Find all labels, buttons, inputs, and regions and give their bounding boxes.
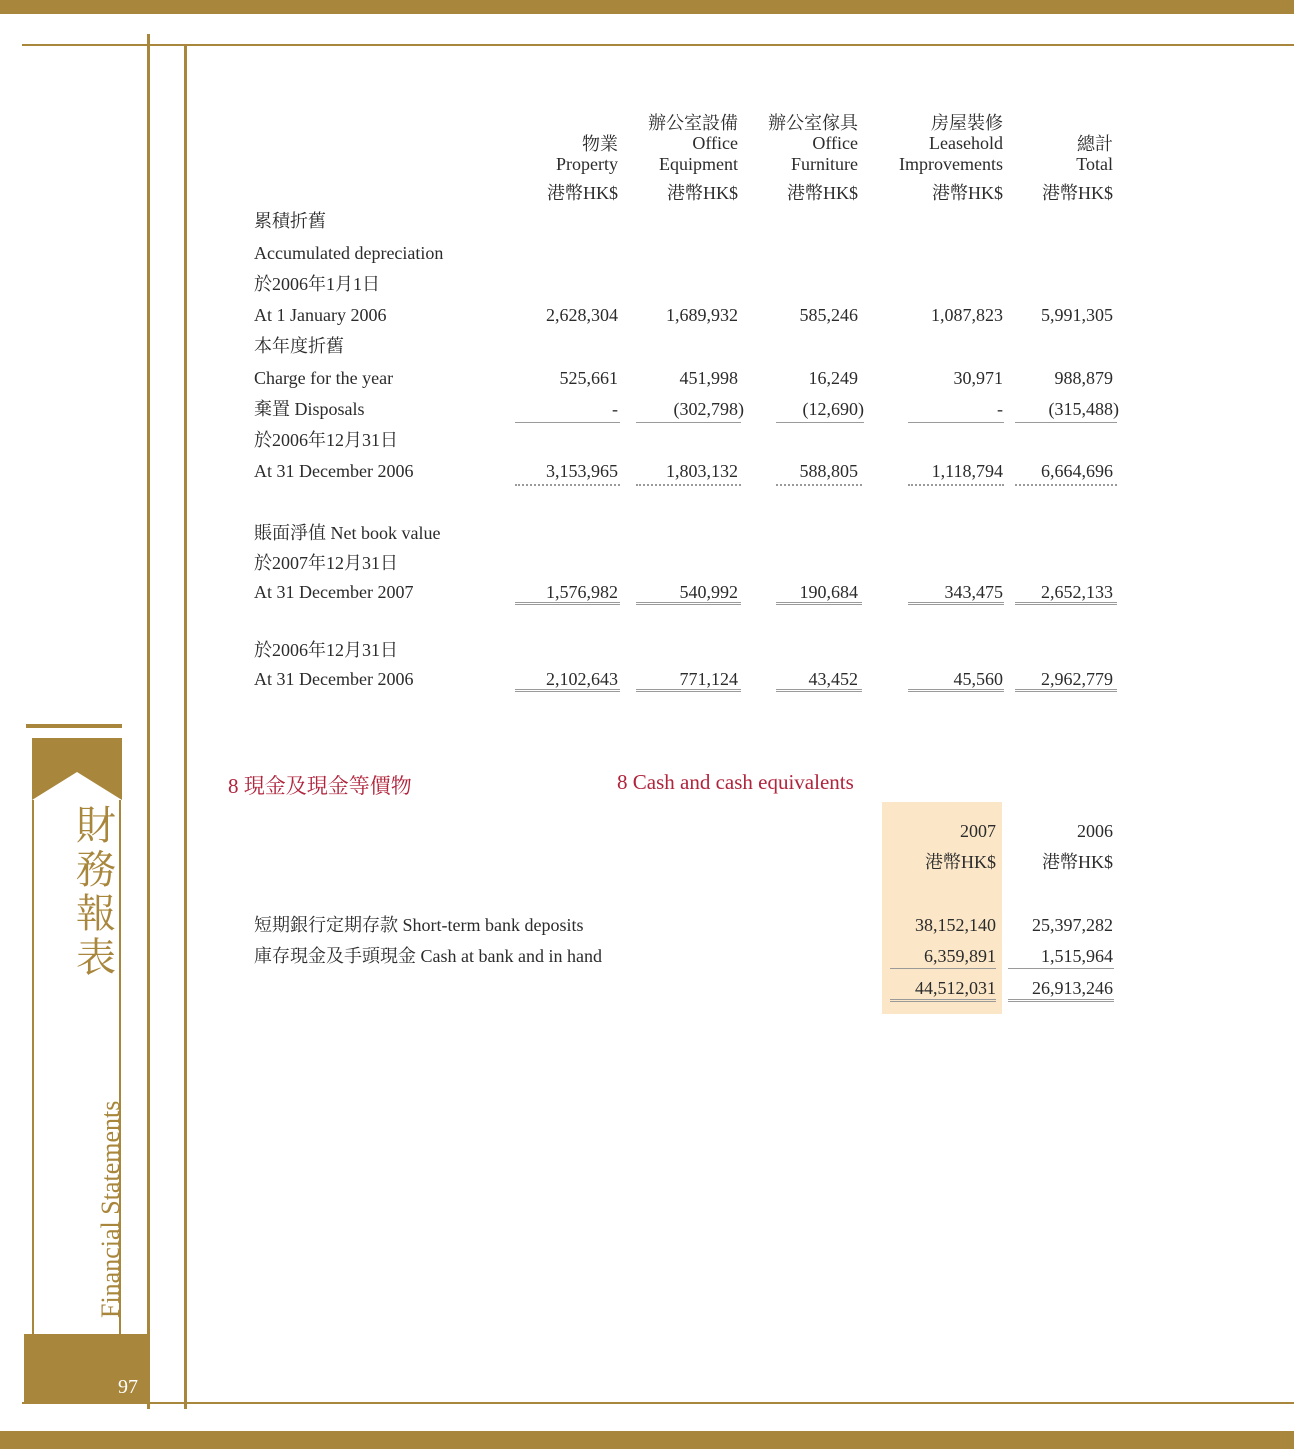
total-rule [890, 999, 996, 1002]
tab-top-edge [26, 724, 122, 728]
cell: 1,689,932 [666, 305, 738, 325]
cell: 6,359,891 [924, 946, 996, 966]
col-header-en2: Improvements [899, 154, 1003, 174]
col-header-en2: Equipment [659, 154, 738, 174]
col-header-unit: 港幣HK$ [787, 183, 858, 203]
cell: 988,879 [1054, 368, 1113, 388]
cell: 1,803,132 [666, 461, 738, 481]
row-label: 賬面淨值 Net book value [254, 523, 441, 543]
tab-chevron [32, 738, 122, 800]
col-header-en: Office [812, 133, 858, 153]
total-rule [776, 602, 862, 605]
total-rule [1015, 689, 1117, 692]
col-header-unit: 港幣HK$ [1042, 183, 1113, 203]
col-header-en: Total [1076, 154, 1113, 174]
cell: 588,805 [799, 461, 858, 481]
sidebar-rule-outer [147, 34, 150, 1409]
cell: 2,652,133 [1041, 582, 1113, 602]
cell: 771,124 [679, 669, 738, 689]
cell: 6,664,696 [1041, 461, 1113, 481]
unit-header: 港幣HK$ [925, 852, 996, 872]
total-rule [908, 484, 1004, 486]
total-cell: 26,913,246 [1032, 978, 1113, 998]
col-header-unit: 港幣HK$ [667, 183, 738, 203]
sidebar-rule-inner [184, 44, 187, 1409]
total-rule [515, 484, 620, 486]
cell: 343,475 [944, 582, 1003, 602]
subtotal-rule [776, 422, 864, 423]
subtotal-rule [1008, 968, 1114, 969]
col-header-en: Office [692, 133, 738, 153]
year-header: 2006 [1077, 821, 1113, 841]
cell: 1,087,823 [931, 305, 1003, 325]
col-header-unit: 港幣HK$ [547, 183, 618, 203]
cell: 190,684 [799, 582, 858, 602]
cell: - [997, 399, 1003, 419]
cell: 30,971 [953, 368, 1003, 388]
cell: 43,452 [808, 669, 858, 689]
row-label: Charge for the year [254, 368, 394, 388]
cell: (12,690) [802, 399, 864, 419]
col-header-en2: Furniture [791, 154, 858, 174]
cell: 525,661 [559, 368, 618, 388]
total-rule [1015, 602, 1117, 605]
page-number: 97 [118, 1376, 138, 1398]
row-label: 於2006年1月1日 [254, 274, 380, 294]
row-label: 於2007年12月31日 [254, 553, 398, 573]
bottom-rule [22, 1402, 1294, 1404]
total-cell: 44,512,031 [915, 978, 996, 998]
row-label: 本年度折舊 [254, 336, 344, 356]
cell: 2,628,304 [546, 305, 618, 325]
cell: 585,246 [799, 305, 858, 325]
cell: 16,249 [808, 368, 858, 388]
cell: 1,576,982 [546, 582, 618, 602]
cell: 25,397,282 [1032, 915, 1113, 935]
row-label: 庫存現金及手頭現金 Cash at bank and in hand [254, 946, 602, 966]
subtotal-rule [890, 968, 996, 969]
subtotal-rule [908, 422, 1004, 423]
year-header: 2007 [960, 821, 996, 841]
cell: 3,153,965 [546, 461, 618, 481]
subtotal-rule [636, 422, 741, 423]
cell: 1,118,794 [931, 461, 1003, 481]
total-rule [908, 689, 1004, 692]
col-header-zh: 總計 [1077, 134, 1113, 154]
col-header-unit: 港幣HK$ [932, 183, 1003, 203]
cell: 540,992 [679, 582, 738, 602]
cell: (315,488) [1048, 399, 1119, 419]
cell: 2,102,643 [546, 669, 618, 689]
col-header-zh: 物業 [582, 134, 618, 154]
row-label: At 1 January 2006 [254, 305, 387, 325]
col-header-zh: 辦公室傢具 [768, 113, 858, 133]
total-rule [515, 602, 620, 605]
col-header-zh: 辦公室設備 [648, 113, 738, 133]
row-label: 於2006年12月31日 [254, 430, 398, 450]
cell: 1,515,964 [1041, 946, 1113, 966]
subtotal-rule [1015, 422, 1117, 423]
cell: - [612, 399, 618, 419]
cell: (302,798) [673, 399, 744, 419]
cell: 5,991,305 [1041, 305, 1113, 325]
row-label: At 31 December 2006 [254, 461, 414, 481]
tab-left-edge [32, 800, 34, 1335]
cell: 38,152,140 [915, 915, 996, 935]
bottom-border [0, 1431, 1294, 1449]
row-label: 於2006年12月31日 [254, 640, 398, 660]
section-title-zh: 8 現金及現金等價物 [228, 774, 412, 798]
row-label: At 31 December 2006 [254, 669, 414, 689]
total-rule [636, 484, 741, 486]
total-rule [776, 484, 862, 486]
cell: 2,962,779 [1041, 669, 1113, 689]
col-header-zh: 房屋裝修 [931, 113, 1003, 133]
top-border [0, 0, 1294, 14]
total-rule [515, 689, 620, 692]
total-rule [636, 689, 741, 692]
row-label: 短期銀行定期存款 Short-term bank deposits [254, 915, 584, 935]
row-label: 棄置 Disposals [254, 399, 365, 419]
unit-header: 港幣HK$ [1042, 852, 1113, 872]
section-title-en: 8 Cash and cash equivalents [617, 770, 854, 794]
row-label: Accumulated depreciation [254, 243, 444, 263]
row-label: 累積折舊 [254, 211, 326, 231]
total-rule [1008, 999, 1114, 1002]
total-rule [776, 689, 862, 692]
cell: 451,998 [679, 368, 738, 388]
row-label: At 31 December 2007 [254, 582, 414, 602]
total-rule [1015, 484, 1117, 486]
col-header-en: Leasehold [929, 133, 1003, 153]
total-rule [636, 602, 741, 605]
top-rule [22, 44, 1294, 46]
sidebar-title-zh: 財 務 報 表 [76, 803, 116, 980]
subtotal-rule [515, 422, 620, 423]
total-rule [908, 602, 1004, 605]
sidebar-title-en: Financial Statements [96, 1100, 125, 1318]
cell: 45,560 [953, 669, 1003, 689]
col-header-en: Property [556, 154, 618, 174]
